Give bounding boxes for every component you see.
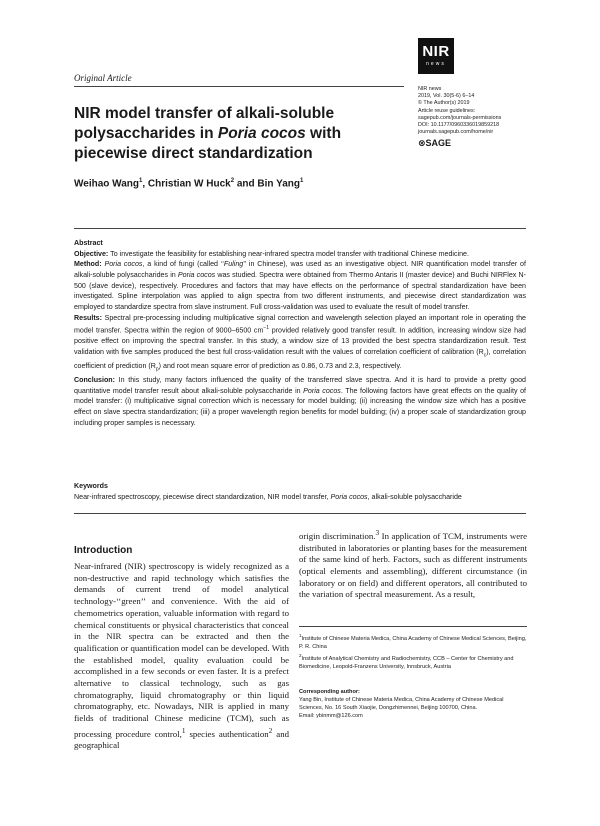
journal-meta — [418, 86, 538, 149]
abstract-objective: Objective: To investigate the feasibility for establishing near-infrared spectra model transfer with traditional Chinese medicine. — [74, 249, 469, 258]
reuse-link[interactable]: sagepub.com/journals-permissions — [418, 114, 502, 121]
reuse-label: Article reuse guidelines: — [418, 107, 476, 114]
affiliations — [299, 632, 527, 672]
intro-right-column: origin discrimination.$^3$ In application of TCM, instruments were distributed in laboratories or planting bases for the measurement of the same kind of herb. Factors, such as different instruments (optical elements and assembling), different circumstance (in laboratory or on field) and different operators, all contributed to the variation of spectral measurement. As a result, — [299, 528, 528, 600]
section-heading-introduction: Introduction — [74, 545, 133, 556]
affiliation-2: $^2$Institute of Analytical Chemistry and Radiochemistry, CCB – Center for Chemistry and Biomedicine, Leopold-Franzens University, Innsbruck, Austria — [299, 652, 514, 670]
journal-site[interactable]: journals.sagepub.com/home/nir — [418, 129, 494, 136]
abstract-heading: Abstract — [74, 239, 103, 247]
corresponding-author — [299, 688, 527, 720]
author-name: Christian W Huck — [147, 178, 231, 190]
abstract-divider — [74, 228, 526, 229]
author-list: Weihao Wang$^1$, Christian W Huck$^2$ and Bin Yang$^1$ — [74, 178, 304, 190]
intro-left-column: Near-infrared (NIR) spectroscopy is widely recognized as a non-destructive and rapid technology which satisfies the demands of current trend of model analytical technology-‘‘green’’ and convenience. With the aid of chemometrics operation, valuable information with regard to chemical constituents or physical characteristics that conceal in the NIR spectra can be extracted and then the qualification or quantification model can be developed. With the established model, quality evaluation could be accomplished in a few seconds or even faster. It is a prefect alternative to classical technology, such as gas chromatography, liquid chromatography or thin liquid chromatography, etc. Nowadays, NIR is applied in many fields of traditional Chinese medicine (TCM), such as processing procedure control,$^1$ species authentication$^2$ and geographical — [74, 561, 289, 751]
publisher-logo — [418, 138, 538, 149]
author-name: Weihao Wang — [74, 178, 139, 190]
copyright: © The Author(s) 2019 — [418, 100, 470, 107]
sage-icon: ⊗ — [418, 138, 426, 149]
header-divider — [74, 86, 404, 87]
abstract — [74, 238, 526, 428]
keywords-text: Near-infrared spectroscopy, piecewise direct standardization, NIR model transfer, Poria cocos, alkali-soluble polysaccharide — [74, 493, 462, 501]
journal-citation: 2019, Vol. 30(5-6) 6–14 — [418, 93, 475, 100]
logo-nir-text: NIR — [422, 43, 450, 60]
keywords-divider — [74, 513, 526, 514]
article-title: NIR model transfer of alkali-soluble polysaccharides in Poria cocos with piecewise direct standardization — [74, 105, 342, 162]
journal-name: NIR news — [418, 86, 442, 92]
publisher-name: SAGE — [425, 138, 452, 149]
journal-logo — [418, 38, 454, 74]
abstract-results: Results: Spectral pre-processing including multiplicative signal correction and wavelength selection played an important role in operating the model transfer. Spectra within the region of 9000–6500 $cm^{-1}$ provided relatively good transfer result. In addition, increasing window size had positive effect on improving the spectral transfer. In this study, a window size of 13 provided the best spectra standardization result. Test validation with five samples produced the best full cross-validation result with the values of correlation coefficient of calibration $(R_c)$, correlation coefficient of prediction $(R_p)$ and root mean square error of prediction as 0.86, 0.73 and 2.3, respectively. — [74, 313, 526, 373]
keywords-heading: Keywords — [74, 482, 108, 490]
corresponding-address: Yang Bin, Institute of Chinese Materia Medica, China Academy of Chinese Medical Sciences, No. 16 South Xiaojie, Dongzhimennei, Beijing 100700, China. — [299, 697, 504, 711]
abstract-conclusion: Conclusion: In this study, many factors influenced the quality of the transferred slave spectra. And it is hard to provide a pretty good quantitative model transfer result about alkali-soluble polysaccharide in Poria cocos. The following factors have great effects on the quality of model transfer: (i) multiplicative signal correction which is necessary for model building; (ii) increasing the window size which has a positive effect on slave spectra standardization; (iii) a proper wavelength region benefits for model building; (iv) a proper scale of standardization group including proper samples is necessary. — [74, 376, 526, 427]
corresponding-email[interactable]: Email: ybinmm@126.com — [299, 713, 363, 719]
logo-news-text: news — [426, 61, 446, 67]
corresponding-heading: Corresponding author: — [299, 689, 360, 695]
abstract-method: Method: Poria cocos, a kind of fungi (called ‘‘Fuling’’ in Chinese), was used as an investigative object. NIR quantification model transfer of alkali-soluble polysaccharides in Poria cocos was studied. Spectra were obtained from Thermo Antaris II (master device) and Buchi NIRFlex N-500 (slave device), respectively. Procedures and factors that may have effects on the performance of spectral standardization have been investigated. Spline interpolation was applied to align spectra from two different instruments, and piecewise direct standardization was employed to standardize spectra from slave instrument. Full cross-validation was used to evaluate the result of model transfer. — [74, 260, 526, 311]
affiliation-1: $^1$Institute of Chinese Materia Medica, China Academy of Chinese Medical Sciences, Beijing, P. R. China — [299, 633, 527, 650]
doi[interactable]: DOI: 10.1177/0960336019859218 — [418, 122, 500, 129]
article-type: Original Article — [74, 73, 132, 83]
affiliation-divider — [299, 626, 527, 627]
author-name: Bin Yang — [257, 178, 300, 190]
